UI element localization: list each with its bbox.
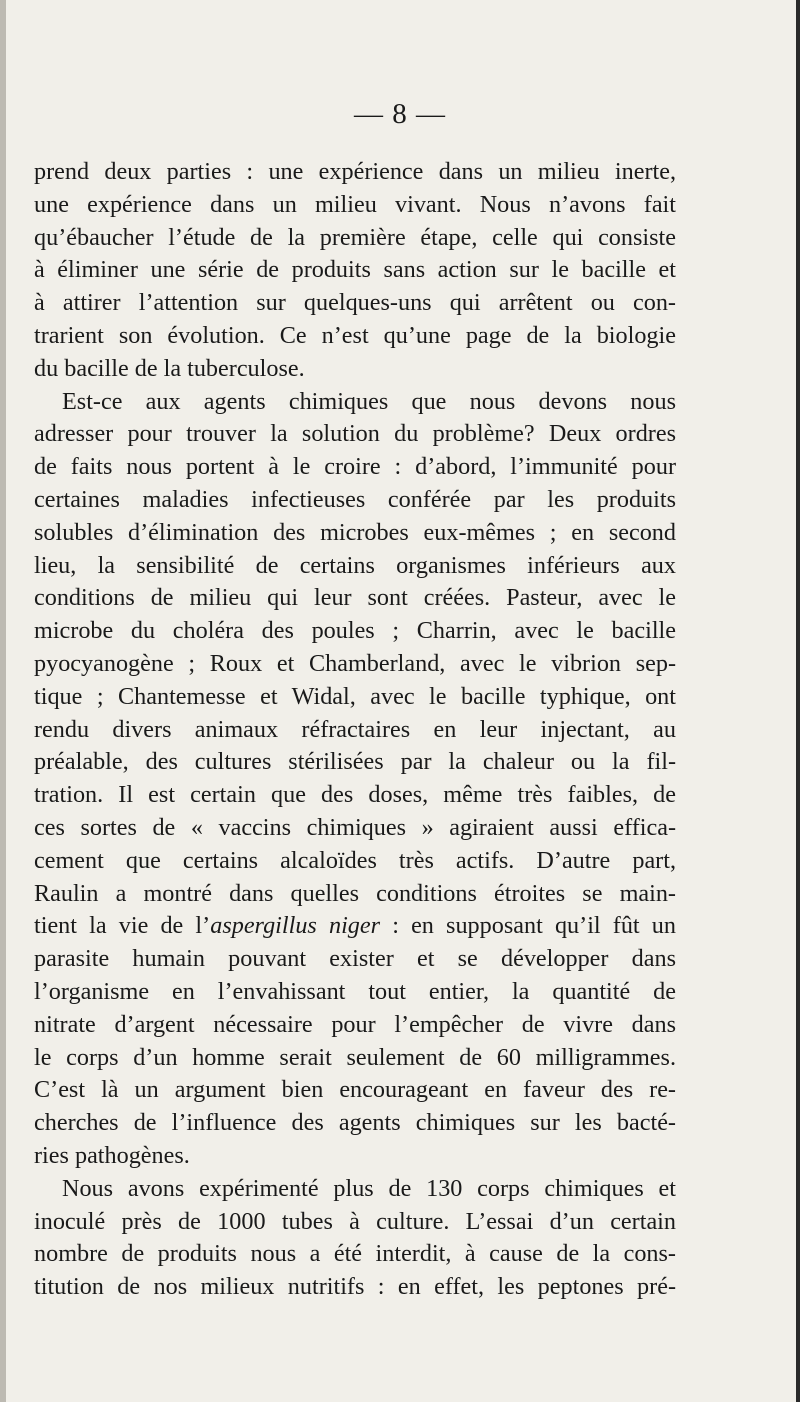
scan-edge-right (796, 0, 800, 1402)
text-line: ces sortes de « vaccins chimiques » agiraient aussi effica- (34, 813, 676, 841)
text-fragment: tient la vie de l’ (34, 912, 211, 940)
text-line: à attirer l’attention sur quelques-uns qui arrêtent ou con- (34, 289, 676, 317)
text-line: nombre de produits nous a été interdit, à cause de la cons- (34, 1240, 676, 1268)
text-line: du bacille de la tuberculose. (34, 354, 305, 382)
text-line: l’organisme en l’envahissant tout entier, la quantité de (34, 977, 676, 1005)
text-line: rendu divers animaux réfractaires en leur injectant, au (34, 715, 676, 743)
text-line: à éliminer une série de produits sans action sur le bacille et (34, 256, 676, 284)
text-line: pyocyanogène ; Roux et Chamberland, avec le vibrion sep- (34, 649, 676, 677)
text-line: le corps d’un homme serait seulement de 60 milligrammes. (34, 1043, 676, 1071)
text-line: inoculé près de 1000 tubes à culture. L’essai d’un certain (34, 1207, 676, 1235)
text-line: parasite humain pouvant exister et se développer dans (34, 945, 676, 973)
text-line: de faits nous portent à le croire : d’abord, l’immunité pour (34, 453, 676, 481)
text-line: ries pathogènes. (34, 1141, 190, 1169)
text-line: solubles d’élimination des microbes eux-mêmes ; en second (34, 518, 676, 546)
text-line: qu’ébaucher l’étude de la première étape, celle qui consiste (34, 223, 676, 251)
body-text (34, 156, 676, 1304)
paragraph-3 (34, 1173, 676, 1304)
text-line: C’est là un argument bien encourageant en faveur des re- (34, 1076, 676, 1104)
italic-phrase: aspergillus niger (210, 912, 381, 940)
scan-edge-left (0, 0, 6, 1402)
text-line: Est-ce aux agents chimiques que nous devons nous (62, 387, 676, 415)
text-line: conditions de milieu qui leur sont créées. Pasteur, avec le (34, 584, 676, 612)
text-line: Raulin a montré dans quelles conditions étroites se main- (34, 879, 676, 907)
text-line: tique ; Chantemesse et Widal, avec le bacille typhique, ont (34, 682, 676, 710)
paragraph-2 (34, 386, 676, 1173)
text-line: lieu, la sensibilité de certains organismes inférieurs aux (34, 551, 676, 579)
text-line: Nous avons expérimenté plus de 130 corps chimiques et (62, 1174, 676, 1202)
text-line: cherches de l’influence des agents chimiques sur les bacté- (34, 1109, 676, 1137)
text-line: nitrate d’argent nécessaire pour l’empêcher de vivre dans (34, 1010, 676, 1038)
text-line: titution de nos milieux nutritifs : en effet, les peptones pré- (34, 1273, 676, 1301)
text-line: cement que certains alcaloïdes très actifs. D’autre part, (34, 846, 676, 874)
text-line: certaines maladies infectieuses conférée par les produits (34, 485, 676, 513)
text-line: une expérience dans un milieu vivant. Nous n’avons fait (34, 190, 676, 218)
text-line: trarient son évolution. Ce n’est qu’une page de la biologie (34, 321, 676, 349)
text-line: microbe du choléra des poules ; Charrin, avec le bacille (34, 617, 676, 645)
paragraph-1 (34, 156, 676, 386)
text-line: préalable, des cultures stérilisées par la chaleur ou la fil- (34, 748, 676, 776)
text-line-with-italic (34, 910, 676, 943)
text-line: tration. Il est certain que des doses, même très faibles, de (34, 781, 676, 809)
text-fragment: : en supposant qu’il fût un (380, 912, 676, 940)
text-line: adresser pour trouver la solution du problème? Deux ordres (34, 420, 676, 448)
text-line: prend deux parties : une expérience dans un milieu inerte, (34, 158, 676, 185)
page-number: — 8 — (354, 98, 446, 130)
